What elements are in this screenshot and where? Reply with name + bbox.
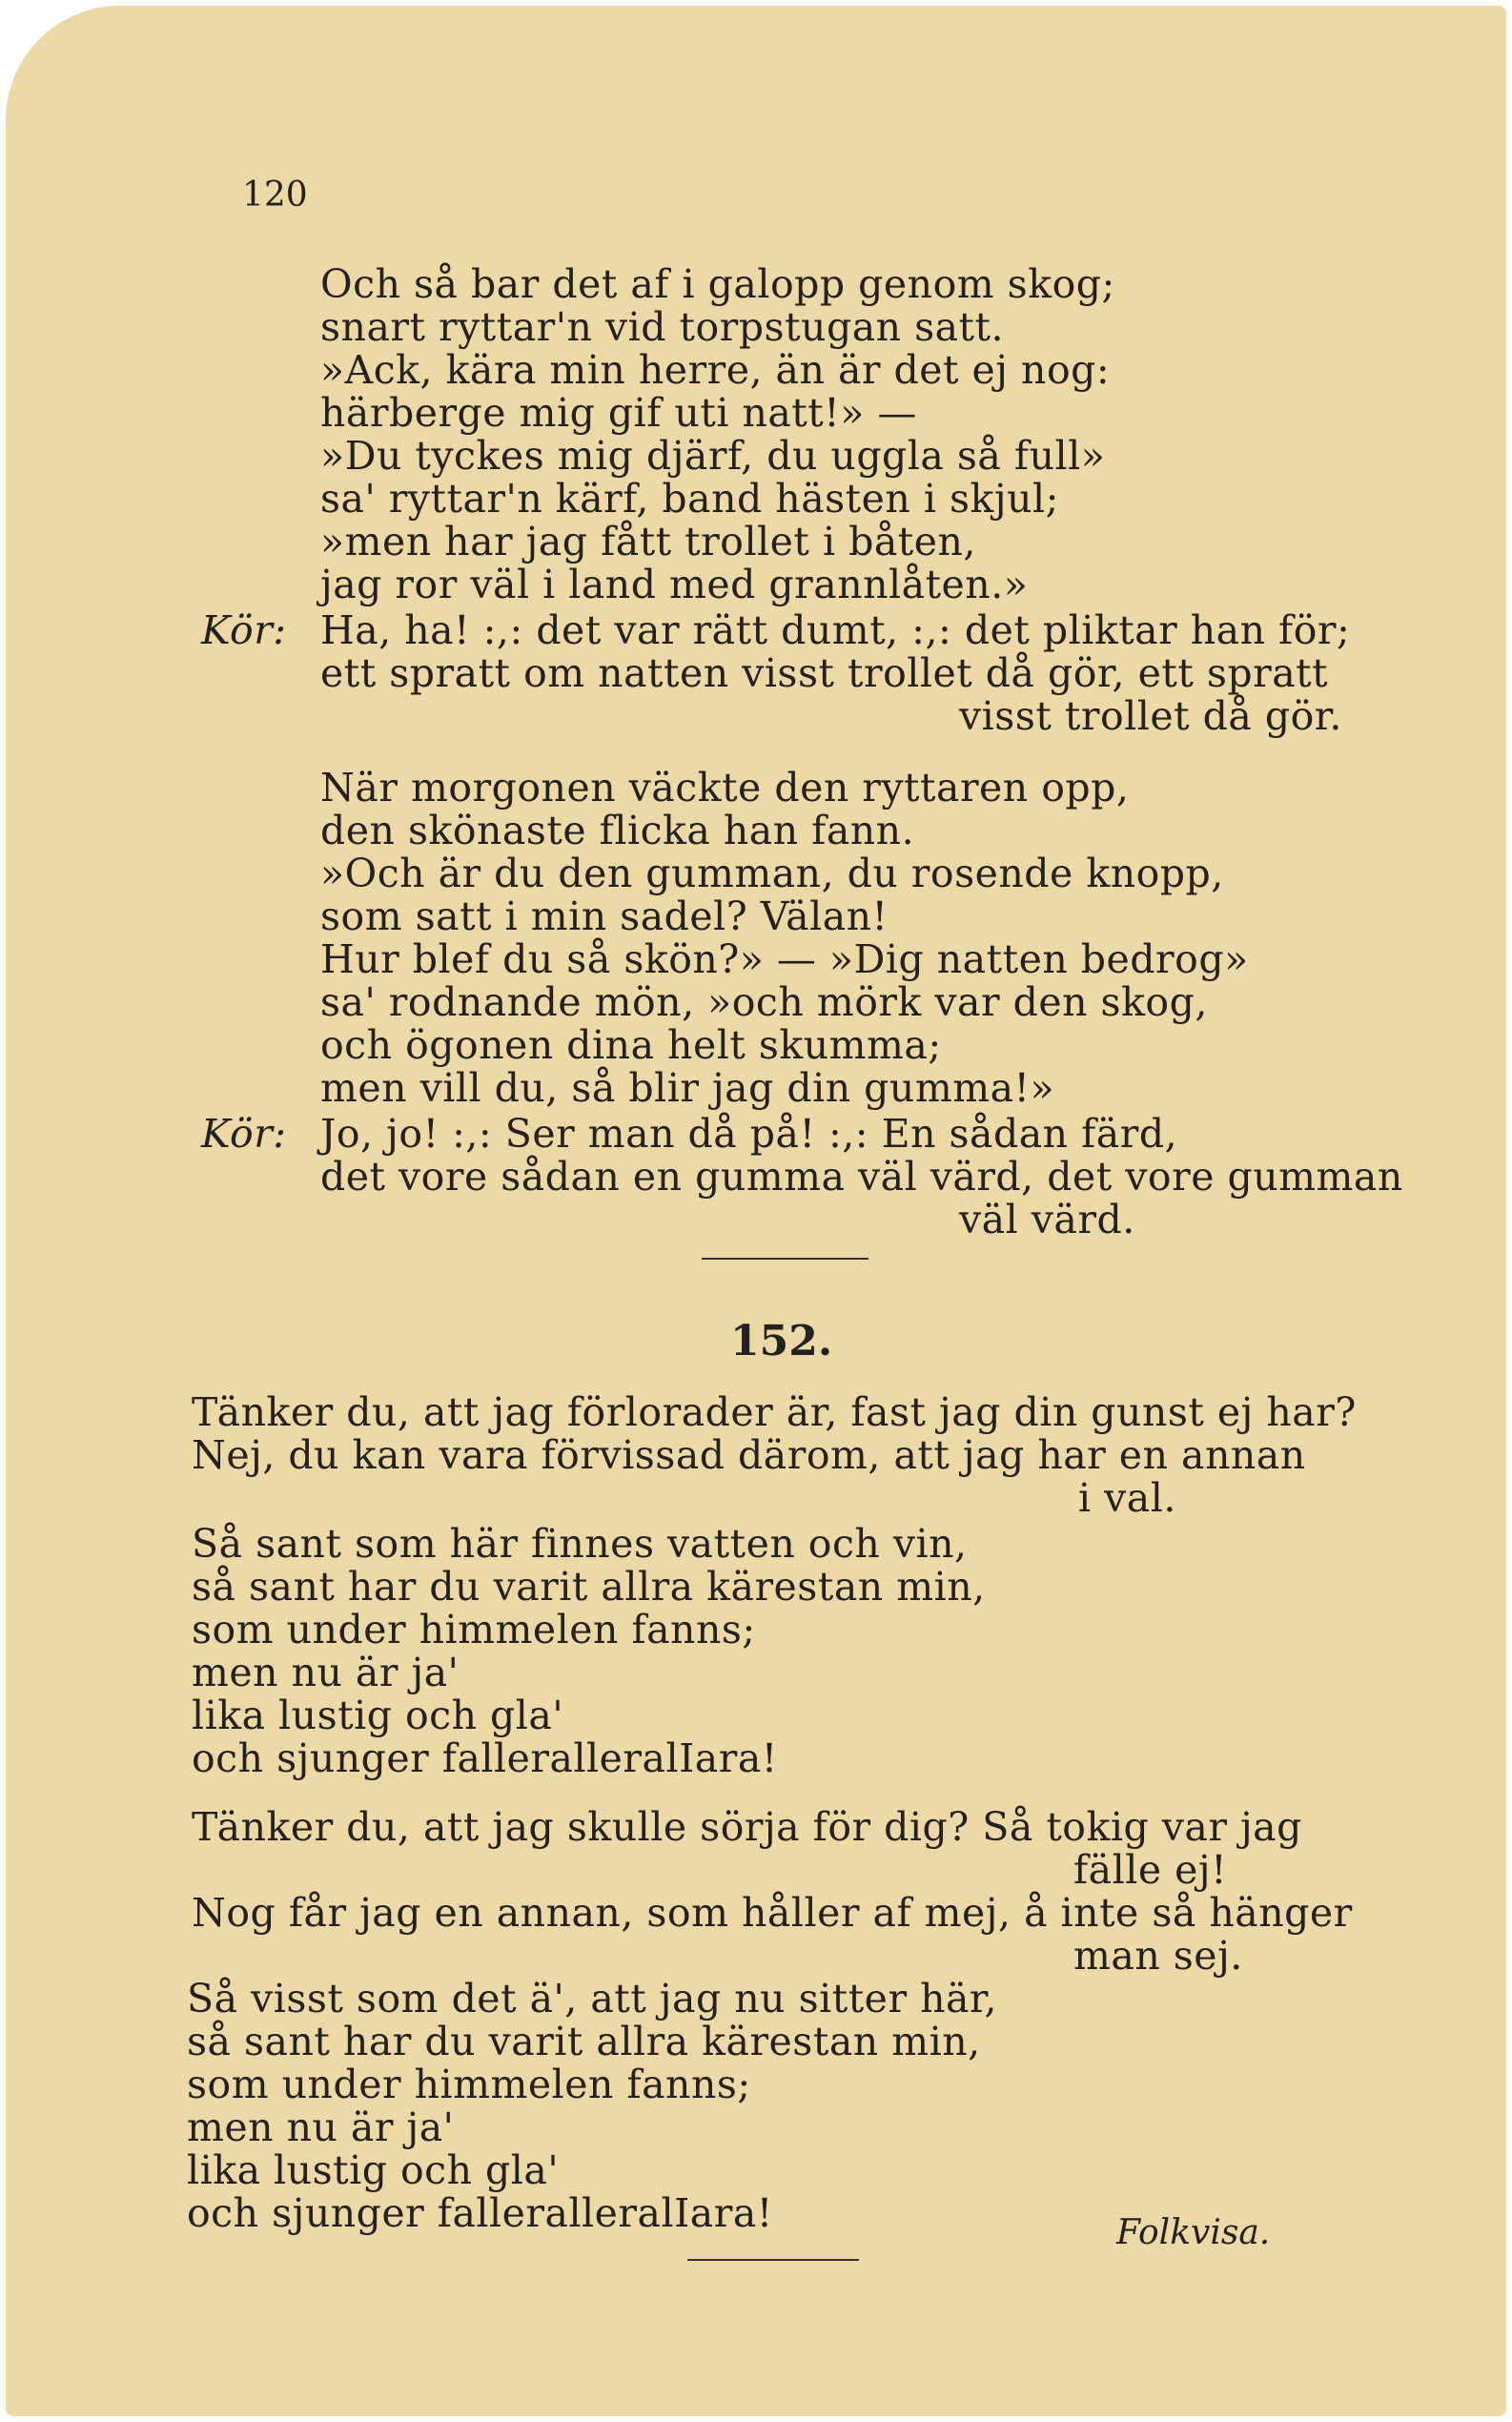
verse-line: Nej, du kan vara förvissad därom, att jag har en annan [192, 1432, 1306, 1478]
refrain-line: så sant har du varit allra kärestan min, [192, 1564, 986, 1610]
verse-line: När morgonen väckte den ryttaren opp, [320, 765, 1130, 811]
refrain-line: lika lustig och gla' [192, 1693, 564, 1738]
refrain-line: så sant har du varit allra kärestan min, [187, 2019, 981, 2064]
refrain-line: som under himmelen fanns; [187, 2062, 751, 2107]
chorus-line: visst trollet då gör. [959, 693, 1342, 739]
chorus-line: väl värd. [959, 1197, 1135, 1242]
verse-line: i val. [1078, 1475, 1176, 1521]
verse-line: jag ror väl i land med grannlåten.» [320, 562, 1029, 607]
verse-line: sa' rodnande mön, »och mörk var den skog, [320, 979, 1208, 1025]
chorus-label: Kör: [201, 607, 287, 653]
verse-line: sa' ryttar'n kärf, band hästen i skjul; [320, 476, 1059, 522]
verse-line: som satt i min sadel? Välan! [320, 893, 889, 939]
verse-line: den skönaste flicka han fann. [320, 808, 915, 853]
verse-line: man sej. [1073, 1933, 1243, 1979]
refrain-line: lika lustig och gla' [187, 2147, 560, 2193]
refrain-line: Så visst som det ä', att jag nu sitter här, [187, 1976, 998, 2022]
refrain-line: som under himmelen fanns; [192, 1607, 756, 1652]
refrain-line: och sjunger falleralleralIara! [187, 2190, 773, 2236]
end-rule [687, 2259, 859, 2261]
verse-line: och ögonen dina helt skumma; [320, 1022, 942, 1068]
verse-line: Hur blef du så skön?» — »Dig natten bedrog» [320, 936, 1249, 982]
chorus-label: Kör: [201, 1111, 287, 1157]
verse-line: »men har jag fått trollet i båten, [320, 519, 976, 564]
chorus-line: Jo, jo! :,: Ser man då på! :,: En sådan färd, [320, 1111, 1178, 1157]
refrain-line: Så sant som här finnes vatten och vin, [192, 1521, 968, 1567]
section-divider [702, 1258, 868, 1260]
page-number: 120 [242, 175, 308, 215]
attribution: Folkvisa. [1116, 2213, 1271, 2252]
verse-line: Tänker du, att jag förlorader är, fast jag din gunst ej har? [192, 1389, 1357, 1435]
verse-line: Nog får jag en annan, som håller af mej, å inte så hänger [192, 1890, 1353, 1936]
song-number-heading: 152. [730, 1317, 833, 1365]
verse-line: »Och är du den gumman, du rosende knopp, [320, 851, 1224, 896]
book-page [6, 6, 1506, 2416]
verse-line: härberge mig gif uti natt!» — [320, 390, 917, 436]
verse-line: snart ryttar'n vid torpstugan satt. [320, 304, 1005, 350]
verse-line: men vill du, så blir jag din gumma!» [320, 1065, 1055, 1111]
verse-line: »Du tyckes mig djärf, du uggla så full» [320, 433, 1106, 479]
chorus-line: det vore sådan en gumma väl värd, det vore gumman [320, 1154, 1403, 1200]
verse-line: »Ack, kära min herre, än är det ej nog: [320, 347, 1111, 393]
refrain-line: och sjunger falleralleralIara! [192, 1735, 778, 1781]
refrain-line: men nu är ja' [192, 1650, 460, 1695]
refrain-line: men nu är ja' [187, 2104, 455, 2150]
verse-line: fälle ej! [1073, 1847, 1228, 1893]
verse-line: Tänker du, att jag skulle sörja för dig? Så tokig var jag [192, 1804, 1302, 1850]
chorus-line: Ha, ha! :,: det var rätt dumt, :,: det pliktar han för; [320, 607, 1351, 653]
chorus-line: ett spratt om natten visst trollet då gör, ett spratt [320, 650, 1329, 696]
verse-line: Och så bar det af i galopp genom skog; [320, 261, 1115, 307]
